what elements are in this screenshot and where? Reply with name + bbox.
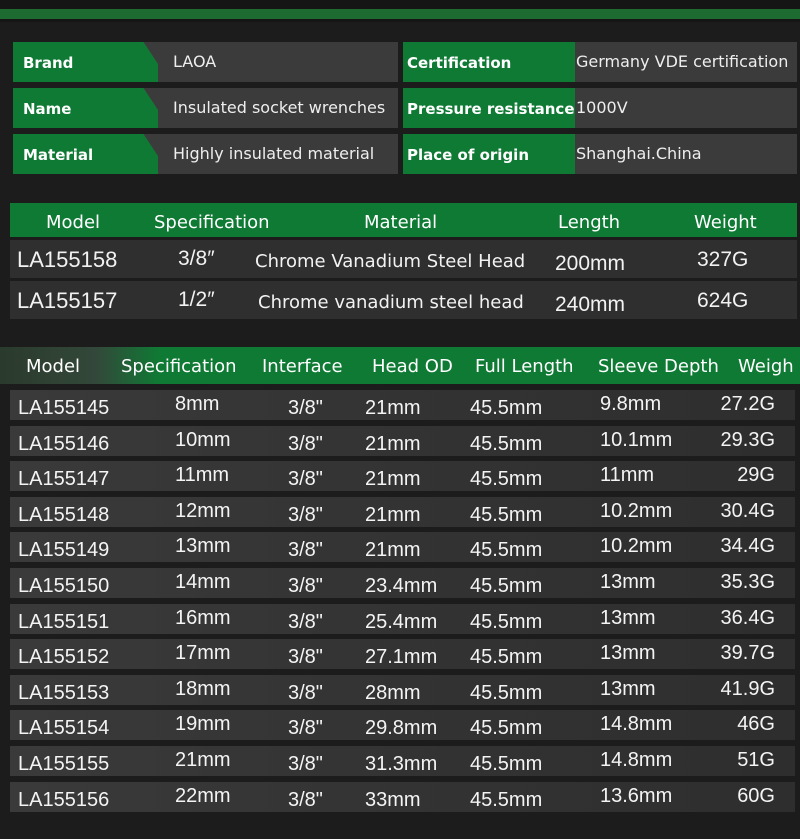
- cell-specification: 17mm: [175, 642, 231, 665]
- cell-model: LA155157: [17, 288, 118, 313]
- header-weight: Weight: [694, 212, 757, 233]
- header-interface: Interface: [262, 356, 343, 377]
- header-head-od: Head OD: [372, 356, 453, 377]
- cell-weight: 41.9G: [720, 677, 775, 700]
- cell-interface: 3/8": [288, 646, 323, 669]
- cell-weight: 39.7G: [720, 642, 775, 665]
- cell-length: 200mm: [555, 252, 626, 275]
- socket-table-row: [10, 782, 795, 812]
- cell-head-od: 33mm: [365, 788, 421, 811]
- cell-weight: 36.4G: [720, 606, 775, 629]
- socket-table-row: [10, 461, 795, 491]
- cell-model: LA155155: [18, 753, 110, 775]
- cell-weight: 29G: [737, 464, 775, 487]
- cell-interface: 3/8": [288, 681, 323, 704]
- cell-model: LA155150: [18, 575, 110, 597]
- cell-weight: 46G: [737, 713, 775, 736]
- info-label: Pressure resistance: [407, 100, 575, 118]
- cell-model: LA155153: [18, 681, 110, 704]
- cell-interface: 3/8": [288, 432, 323, 455]
- socket-table-row: [10, 746, 795, 776]
- header-length: Length: [558, 212, 621, 233]
- cell-interface: 3/8": [288, 539, 323, 562]
- cell-head-od: 23.4mm: [365, 575, 438, 597]
- cell-interface: 3/8": [288, 468, 323, 491]
- cell-specification: 16mm: [175, 606, 231, 629]
- cell-sleeve-depth: 10.2mm: [600, 499, 673, 522]
- info-label: Name: [23, 100, 72, 118]
- top-stripe: [0, 9, 800, 19]
- cell-weight: 60G: [737, 784, 775, 807]
- cell-model: LA155158: [17, 247, 118, 272]
- cell-model: LA155152: [18, 646, 110, 669]
- cell-specification: 11mm: [175, 464, 230, 487]
- cell-model: LA155149: [18, 539, 110, 562]
- wrench-table-header: [10, 203, 797, 237]
- cell-weight: 30.4G: [720, 499, 775, 522]
- cell-interface: 3/8": [288, 575, 323, 597]
- socket-table-row: [10, 675, 795, 705]
- cell-interface: 3/8": [288, 753, 323, 775]
- cell-full-length: 45.5mm: [470, 753, 543, 775]
- cell-sleeve-depth: 14.8mm: [600, 713, 673, 736]
- cell-specification: 1/2″: [178, 288, 215, 311]
- cell-length: 240mm: [555, 293, 626, 316]
- info-label: Brand: [23, 54, 74, 72]
- cell-sleeve-depth: 10.2mm: [600, 535, 673, 558]
- header-material: Material: [364, 212, 438, 233]
- cell-interface: 3/8": [288, 610, 323, 633]
- cell-sleeve-depth: 13mm: [600, 677, 656, 700]
- socket-table-row: [10, 604, 795, 634]
- header-weight: Weigh: [738, 356, 794, 377]
- info-value: Highly insulated material: [173, 144, 375, 163]
- cell-interface: 3/8": [288, 788, 323, 811]
- info-row-brand: [13, 42, 398, 82]
- info-row-material: [13, 134, 398, 174]
- cell-sleeve-depth: 10.1mm: [600, 428, 673, 451]
- header-model: Model: [26, 356, 81, 377]
- cell-full-length: 45.5mm: [470, 681, 543, 704]
- cell-head-od: 21mm: [365, 397, 421, 419]
- cell-head-od: 21mm: [365, 432, 421, 455]
- cell-weight: 624G: [697, 289, 749, 312]
- cell-sleeve-depth: 13mm: [600, 606, 656, 629]
- cell-full-length: 45.5mm: [470, 610, 543, 633]
- cell-full-length: 45.5mm: [470, 575, 543, 597]
- header-full-length: Full Length: [475, 356, 574, 377]
- top-banner: [0, 0, 800, 22]
- cell-specification: 21mm: [175, 749, 231, 771]
- cell-model: LA155148: [18, 503, 110, 526]
- info-value: Germany VDE certification: [576, 52, 789, 71]
- info-value: LAOA: [173, 52, 217, 71]
- cell-weight: 35.3G: [720, 571, 775, 593]
- cell-interface: 3/8": [288, 717, 323, 740]
- cell-model: LA155156: [18, 788, 110, 811]
- cell-head-od: 21mm: [365, 503, 421, 526]
- cell-interface: 3/8": [288, 503, 323, 526]
- cell-head-od: 21mm: [365, 468, 421, 491]
- socket-table-row: [10, 426, 795, 456]
- wrench-table-row: [10, 281, 797, 319]
- cell-head-od: 31.3mm: [365, 753, 438, 775]
- info-row-name: [13, 88, 398, 128]
- socket-table-row: [10, 639, 795, 669]
- info-label: Material: [23, 146, 94, 164]
- cell-model: LA155151: [18, 610, 110, 633]
- cell-full-length: 45.5mm: [470, 646, 543, 669]
- cell-model: LA155154: [18, 717, 110, 740]
- cell-weight: 34.4G: [720, 535, 775, 558]
- cell-head-od: 21mm: [365, 539, 421, 562]
- cell-interface: 3/8": [288, 397, 323, 419]
- info-value: 1000V: [576, 98, 628, 117]
- cell-specification: 19mm: [175, 713, 231, 736]
- cell-sleeve-depth: 11mm: [600, 464, 655, 487]
- info-row-certification: [403, 42, 797, 82]
- cell-model: LA155145: [18, 397, 110, 419]
- socket-table-row: [10, 390, 795, 420]
- cell-head-od: 28mm: [365, 681, 421, 704]
- cell-full-length: 45.5mm: [470, 432, 543, 455]
- cell-sleeve-depth: 13mm: [600, 642, 656, 665]
- socket-table-row: [10, 568, 795, 598]
- cell-full-length: 45.5mm: [470, 468, 543, 491]
- info-row-origin: [403, 134, 797, 174]
- cell-model: LA155147: [18, 468, 110, 491]
- cell-specification: 10mm: [175, 428, 231, 451]
- cell-material: Chrome vanadium steel head: [258, 292, 524, 313]
- cell-head-od: 25.4mm: [365, 610, 438, 633]
- cell-specification: 22mm: [175, 784, 231, 807]
- wrench-table-row: [10, 240, 797, 278]
- cell-sleeve-depth: 13mm: [600, 571, 656, 593]
- cell-specification: 3/8″: [178, 247, 215, 270]
- socket-table-row: [10, 710, 795, 740]
- header-specification: Specification: [154, 212, 270, 233]
- info-value: Shanghai.China: [576, 144, 702, 163]
- cell-full-length: 45.5mm: [470, 788, 543, 811]
- cell-weight: 29.3G: [720, 428, 775, 451]
- cell-material: Chrome Vanadium Steel Head: [255, 251, 526, 272]
- info-label: Place of origin: [407, 146, 529, 164]
- info-value: Insulated socket wrenches: [173, 98, 386, 117]
- info-row-pressure: [403, 88, 797, 128]
- cell-weight: 51G: [737, 749, 775, 771]
- cell-full-length: 45.5mm: [470, 717, 543, 740]
- cell-specification: 14mm: [175, 571, 231, 593]
- socket-table-row: [10, 532, 795, 562]
- socket-table-header: [0, 347, 800, 384]
- cell-head-od: 29.8mm: [365, 717, 438, 740]
- cell-specification: 13mm: [175, 535, 231, 558]
- cell-sleeve-depth: 14.8mm: [600, 749, 673, 771]
- cell-weight: 27.2G: [720, 393, 775, 415]
- cell-full-length: 45.5mm: [470, 539, 543, 562]
- header-specification: Specification: [121, 356, 237, 377]
- cell-sleeve-depth: 9.8mm: [600, 393, 662, 415]
- cell-sleeve-depth: 13.6mm: [600, 784, 673, 807]
- cell-full-length: 45.5mm: [470, 503, 543, 526]
- header-model: Model: [46, 212, 101, 233]
- cell-full-length: 45.5mm: [470, 397, 543, 419]
- cell-specification: 12mm: [175, 499, 231, 522]
- cell-model: LA155146: [18, 432, 110, 455]
- socket-table-row: [10, 497, 795, 527]
- header-sleeve-depth: Sleeve Depth: [598, 356, 719, 377]
- cell-specification: 8mm: [175, 393, 220, 415]
- cell-weight: 327G: [697, 248, 749, 271]
- cell-head-od: 27.1mm: [365, 646, 438, 669]
- info-label: Certification: [407, 54, 512, 72]
- cell-specification: 18mm: [175, 677, 231, 700]
